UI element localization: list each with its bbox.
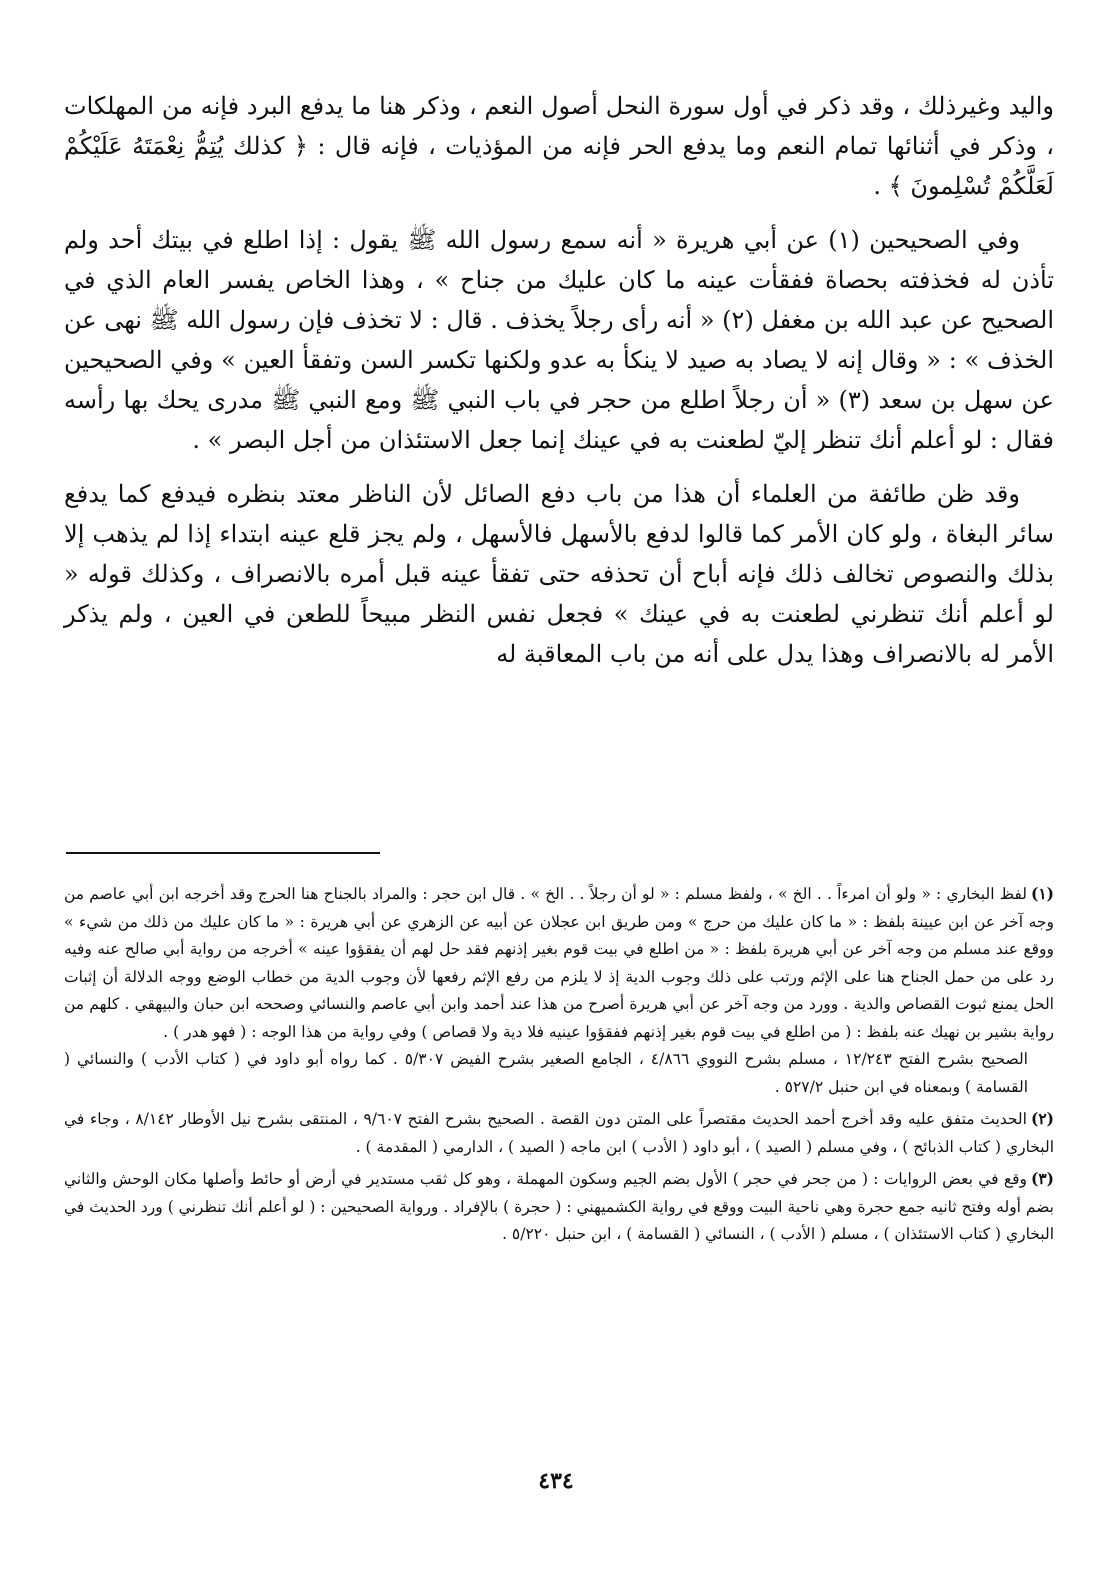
footnote-text: الصحيح بشرح الفتح ١٢/٢٤٣ ، مسلم بشرح النووي ٤/٨٦٦ ، الجامع الصغير بشرح الفيض ٥/٣٠٧ . كما رواه أبو داود في ( كتاب الأدب ) والنسائي ( القسامة ) وبمعناه في ابن حنبل ٥٢٧/٢ . bbox=[64, 1050, 1028, 1096]
footnotes bbox=[64, 880, 1054, 1253]
paragraph-3: وقد ظن طائفة من العلماء أن هذا من باب دفع الصائل لأن الناظر معتد بنظره فيدفع كما يدفع سائر البغاة ، ولو كان الأمر كما قالوا لدفع بالأسهل فالأسهل ، ولم يجز قلع عينه ابتداء إذا لم يذهب إلا بذلك والنصوص تخالف ذلك فإنه أباح أن تحذفه حتى تفقأ عينه قبل أمره بالانصراف ، وكذلك قوله « لو أعلم أنك تنظرني لطعنت به في عينك » فجعل نفس النظر مبيحاً للطعن في العين ، ولم يذكر الأمر له بالانصراف وهذا يدل على أنه من باب المعاقبة له bbox=[64, 480, 1054, 668]
footnote-1 bbox=[64, 880, 1054, 1101]
footnote-text: الحديث متفق عليه وقد أخرج أحمد الحديث مقتصراً على المتن دون القصة . الصحيح بشرح الفتح ٩/٦٠٧ ، المنتقى بشرح نيل الأوطار ٨/١٤٢ ، وجاء في البخاري ( كتاب الذبائح ) ، وفي مسلم ( الصيد ) ، أبو داود ( الأدب ) ابن ماجه ( الصيد ) ، الدارمي ( المقدمة ) . bbox=[64, 1110, 1054, 1156]
footnote-separator bbox=[66, 852, 380, 854]
paragraph-2: وفي الصحيحين (١) عن أبي هريرة « أنه سمع رسول الله ﷺ يقول : إذا اطلع في بيتك أحد ولم تأذن له فخذفته بحصاة ففقأت عينه ما كان عليك من جناح » ، وهذا الخاص يفسر العام الذي في الصحيح عن عبد الله بن مغفل (٢) « أنه رأى رجلاً يخذف . قال : لا تخذف فإن رسول الله ﷺ نهى عن الخذف » : « وقال إنه لا يصاد به صيد لا ينكأ به عدو ولكنها تكسر السن وتفقأ العين » وفي الصحيحين عن سهل بن سعد (٣) « أن رجلاً اطلع من حجر في باب النبي ﷺ ومع النبي ﷺ مدرى يحك بها رأسه فقال : لو أعلم أنك تنظر إليّ لطعنت به في عينك إنما جعل الاستئذان من أجل البصر » . bbox=[64, 226, 1054, 454]
footnote-number: (٢) bbox=[1030, 1109, 1054, 1128]
main-text bbox=[64, 86, 1054, 674]
page-number: ٤٣٤ bbox=[538, 1468, 574, 1494]
footnote-number: (١) bbox=[1030, 884, 1054, 903]
footnote-2 bbox=[64, 1105, 1054, 1161]
footnote-text: وقع في بعض الروايات : ( من جحر في حجر ) الأول بضم الجيم وسكون المهملة ، وهو كل ثقب مستدير في أرض أو حائط وأصلها مكان الوحش والثاني بضم أوله وفتح ثانيه جمع حجرة وهي ناحية البيت ووقع في رواية الكشميهني : ( حجرة ) بالإفراد . ورواية الصحيحين : ( لو أعلم أنك تنظرني ) ورد الحديث في البخاري ( كتاب الاستئذان ) ، مسلم ( الأدب ) ، النسائي ( القسامة ) ، ابن حنبل ٥/٢٢٠ . bbox=[64, 1170, 1054, 1243]
footnote-text: لفظ البخاري : « ولو أن امرءاً . . الخ » ، ولفظ مسلم : « لو أن رجلاً . . الخ » . قال ابن حجر : والمراد بالجناح هنا الحرج وقد أخرجه ابن أبي عاصم من وجه آخر عن ابن عيينة بلفظ : « ما كان عليك من حرج » ومن طريق ابن عجلان عن أبيه عن الزهري عن أبي هريرة : « ما كان عليك من ذلك من شيء » ووقع عند مسلم من وجه آخر عن أبي هريرة بلفظ : « من اطلع في بيت قوم بغير إذنهم فقد حل لهم أن يفقؤوا عينه » أخرجه من رواية أبي صالح عنه وفيه رد على من حمل الجناح هنا على الإثم ورتب على ذلك وجوب الدية إذ لا يلزم من رفع الإثم رفعها لأن وجوب الدية من خطاب الوضع ووجه الدلالة أن إثبات الحل يمنع ثبوت القصاص والدية . وورد من وجه آخر عن أبي هريرة أصرح من هذا عند أحمد وابن أبي عاصم والنسائي وصححه ابن حبان والبيهقي . كلهم من رواية بشير بن نهيك عنه بلفظ : ( من اطلع في بيت قوم بغير إذنهم ففقؤوا عينيه فلا دية ولا قصاص ) وفي رواية من هذا الوجه : ( فهو هدر ) . bbox=[64, 885, 1054, 1041]
paragraph-1: واليد وغيرذلك ، وقد ذكر في أول سورة النحل أصول النعم ، وذكر هنا ما يدفع البرد فإنه من المهلكات ، وذكر في أثنائها تمام النعم وما يدفع الحر فإنه من المؤذيات ، فإنه قال : ﴿ كذلك يُتِمُّ نِعْمَتَهُ عَلَيْكُمْ لَعَلَّكُمْ تُسْلِمونَ ﴾ . bbox=[64, 92, 1054, 200]
footnote-3 bbox=[64, 1165, 1054, 1249]
footnote-number: (٣) bbox=[1030, 1169, 1054, 1188]
